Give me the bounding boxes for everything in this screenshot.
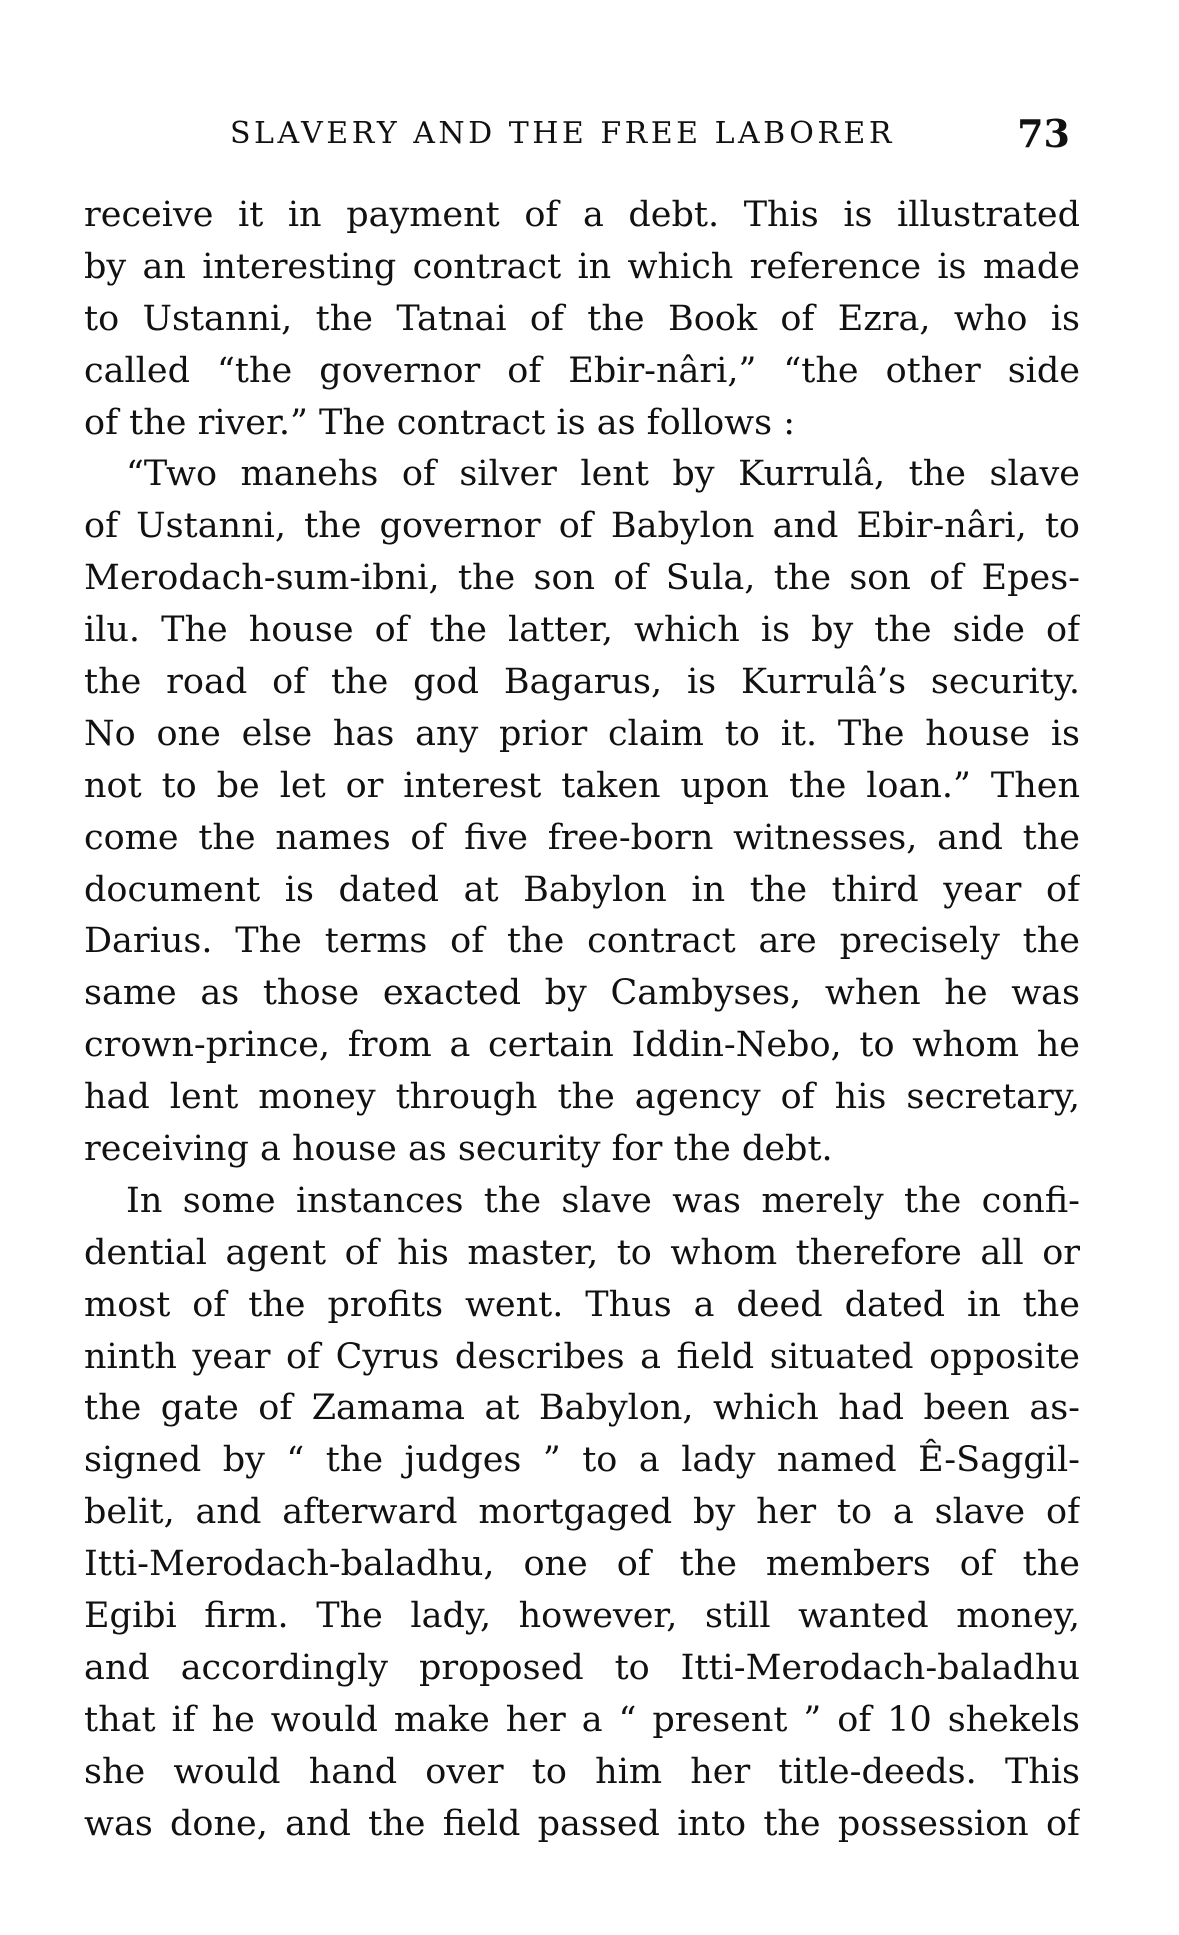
text-line: of Ustanni, the governor of Babylon and Ebir-nâri, to [84,506,1080,547]
text-line: document is dated at Babylon in the third year of [84,869,1080,910]
text-line: that if he would make her a “ present ” of 10 shekels [84,1699,1080,1740]
text-line: and accordingly proposed to Itti-Merodach-baladhu [84,1647,1080,1688]
text-line: receiving a house as security for the debt. [84,1129,833,1170]
page-number: 73 [1017,111,1070,156]
text-line: Egibi firm. The lady, however, still wanted money, [84,1596,1080,1637]
text-line: was done, and the field passed into the possession of [84,1803,1080,1844]
text-line: ilu. The house of the latter, which is by the side of [84,610,1080,651]
text-line: called “the governor of Ebir-nâri,” “the other side [84,350,1080,391]
text-line: Itti-Merodach-baladhu, one of the members of the [84,1544,1080,1585]
text-line: receive it in payment of a debt. This is illustrated [84,195,1080,235]
running-title: SLAVERY AND THE FREE LABORER [230,116,895,151]
text-line: not to be let or interest taken upon the loan.” Then [84,765,1080,806]
text-line: come the names of five free-born witnesses, and the [84,817,1080,858]
text-line: by an interesting contract in which reference is made [84,246,1080,287]
text-line: of the river.” The contract is as follows : [84,402,795,443]
text-line: the road of the god Bagarus, is Kurrulâ’s security. [84,662,1080,703]
text-line: belit, and afterward mortgaged by her to a slave of [84,1492,1080,1533]
text-line: the gate of Zamama at Babylon, which had been as- [84,1388,1080,1429]
text-line: Darius. The terms of the contract are precisely the [84,921,1080,962]
text-line: In some instances the slave was merely the confi- [126,1180,1080,1221]
text-line: ninth year of Cyrus describes a field situated opposite [84,1336,1080,1377]
text-line: she would hand over to him her title-deeds. This [84,1751,1080,1792]
text-line: crown-prince, from a certain Iddin-Nebo, to whom he [84,1025,1080,1066]
text-line: No one else has any prior claim to it. The house is [84,713,1080,754]
text-line: most of the profits went. Thus a deed dated in the [84,1284,1080,1325]
running-head [84,112,1080,156]
text-line: had lent money through the agency of his secretary, [84,1077,1080,1118]
body-text [84,190,1080,1851]
text-line: same as those exacted by Cambyses, when he was [84,973,1080,1014]
text-line: dential agent of his master, to whom therefore all or [84,1232,1080,1273]
text-line: “Two manehs of silver lent by Kurrulâ, the slave [126,454,1080,495]
text-line: to Ustanni, the Tatnai of the Book of Ezra, who is [84,298,1080,339]
text-line: Merodach-sum-ibni, the son of Sula, the son of Epes- [84,558,1080,599]
text-line: signed by “ the judges ” to a lady named Ê-Saggil- [84,1440,1080,1481]
